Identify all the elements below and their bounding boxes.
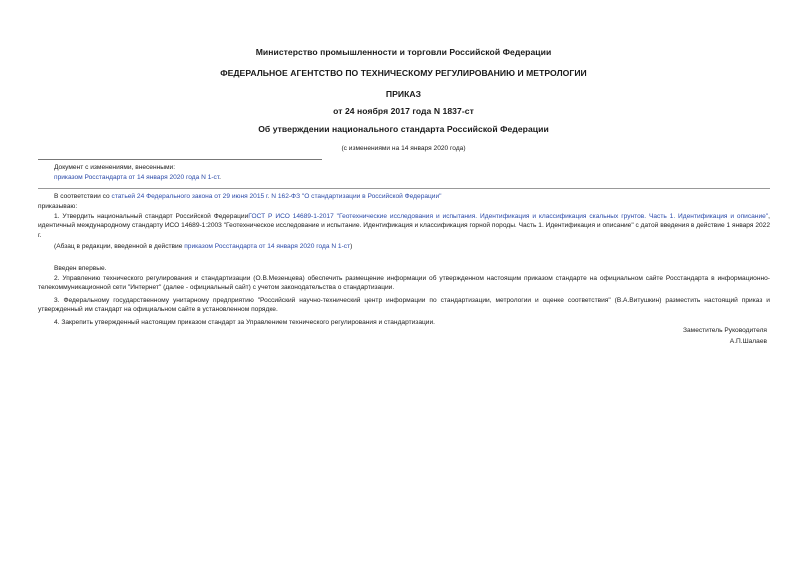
order-word: приказываю: [38, 203, 78, 210]
agency-heading: ФЕДЕРАЛЬНОЕ АГЕНТСТВО ПО ТЕХНИЧЕСКОМУ РЕГУЛИРОВАНИЮ И МЕТРОЛОГИИ [220, 68, 587, 78]
signatory-name: А.П.Шалаев [729, 338, 767, 345]
changes-top-divider [38, 159, 322, 160]
item-3-paragraph: 3. Федеральному государственному унитарному предприятию "Российский научно-технический центр информации по стандартизации, метрологии и оценке соответствия" (В.А.Витушкин) разместить настоящий приказ и утвержденный им стандарт на официальном сайте в установленном порядке. [38, 297, 770, 314]
amendments-note: (с изменениями на 14 января 2020 года) [341, 145, 466, 152]
item-2-paragraph: 2. Управлению технического регулирования и стандартизации (О.В.Мезенцева) обеспечить размещение информации об утвержденном настоящим приказом стандарте на официальном сайте Росстандарта в информационно-телекоммуникационной сети "Интернет" (далее - официальный сайт) с учетом законодательства о стандартизации. [38, 275, 770, 292]
edit-note [54, 242, 352, 251]
changes-link[interactable]: приказом Росстандарта от 14 января 2020 года N 1-ст [54, 174, 220, 181]
signatory-position: Заместитель Руководителя [683, 327, 767, 334]
ministry-heading: Министерство промышленности и торговли Российской Федерации [255, 47, 552, 57]
item-1-suffix: , идентичный международному стандарту ИСО 14689-1:2003 "Геотехническое исследование и испытание. Идентификация и классификация горной породы. Часть 1. Идентификация и описание" с датой введения в действие 1 января 2022 г. [38, 213, 770, 239]
edit-note-prefix: (Абзац в редакции, введенной в действие [54, 243, 185, 250]
federal-law-link[interactable]: статьей 24 Федерального закона от 29 июня 2015 г. N 162-ФЗ "О стандартизации в Российской Федерации" [111, 193, 442, 200]
changes-suffix: . [219, 174, 221, 181]
edit-note-link[interactable]: приказом Росстандарта от 14 января 2020 года N 1-ст [184, 243, 351, 250]
gost-standard-link[interactable]: ГОСТ Р ИСО 14689-1-2017 "Геотехнические исследования и испытания. Идентификация и классификация скальных грунтов. Часть 1. Идентификация и описание" [248, 213, 769, 220]
doc-type-heading: ПРИКАЗ [385, 89, 422, 99]
item-4-paragraph: 4. Закрепить утвержденный настоящим приказом стандарт за Управлением технического регулирования и стандартизации. [54, 319, 435, 326]
date-number-heading: от 24 ноября 2017 года N 1837-ст [333, 106, 474, 116]
basis-prefix: В соответствии со [54, 193, 112, 200]
basis-paragraph [54, 192, 442, 201]
edit-note-suffix: ) [350, 243, 353, 250]
changes-bottom-divider [38, 188, 770, 189]
item-1-prefix: 1. Утвердить национальный стандарт Российской Федерации [54, 213, 249, 220]
item-1-paragraph [38, 212, 770, 240]
introduced-first: Введен впервые. [54, 265, 107, 272]
changes-label: Документ с изменениями, внесенными: [54, 164, 176, 171]
changes-line [54, 173, 221, 182]
document-title: Об утверждении национального стандарта Российской Федерации [258, 124, 549, 134]
